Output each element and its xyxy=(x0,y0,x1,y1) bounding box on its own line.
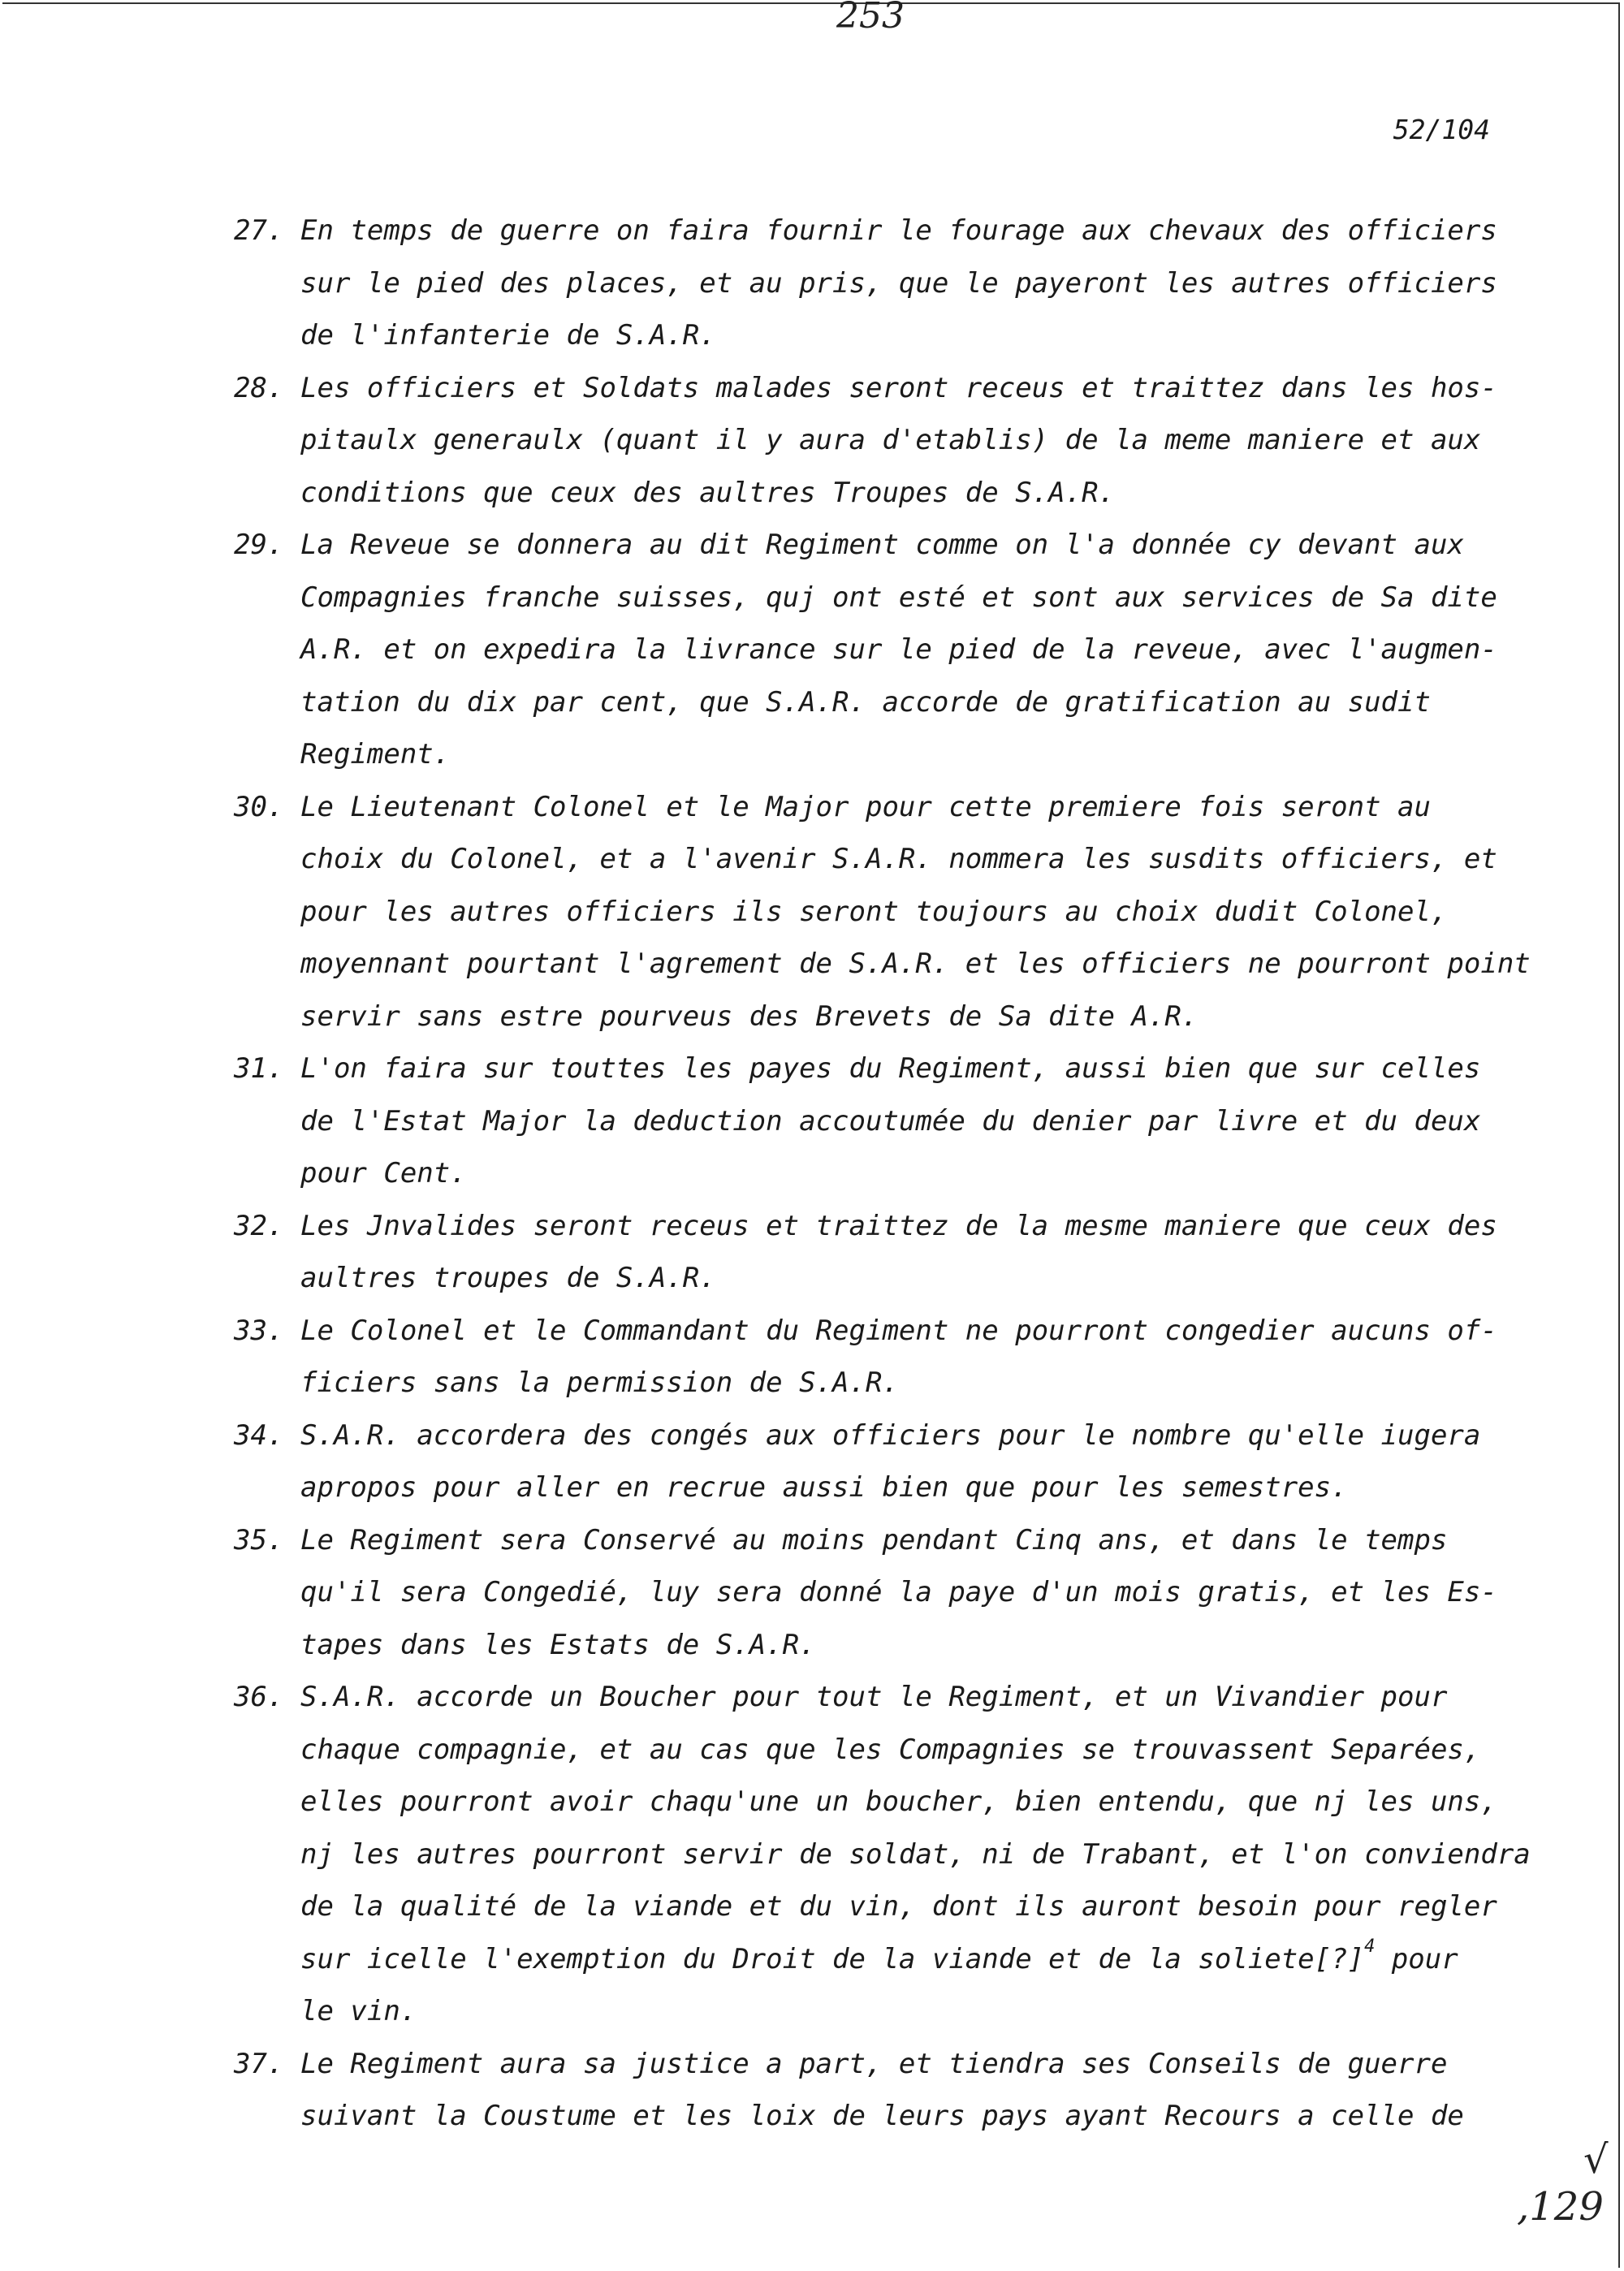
text-line: servir sans estre pourveus des Brevets de Sa dite A.R. xyxy=(300,999,1199,1033)
text-line: de la qualité de la viande et du vin, dont ils auront besoin pour regler xyxy=(300,1890,1497,1923)
footnote-marker: 4 xyxy=(1364,1936,1376,1957)
text-fragment: sur icelle l'exemption du Droit de la viande et de la soliete[?] xyxy=(300,1942,1365,1975)
article-number: 29. xyxy=(234,529,284,561)
article-35 xyxy=(234,1514,1525,1672)
text-line: Le Colonel et le Commandant du Regiment ne pourront congedier aucuns of- xyxy=(300,1314,1497,1347)
article-36 xyxy=(234,1671,1531,2038)
text-line: tation du dix par cent, que S.A.R. accorde de gratification au sudit xyxy=(300,685,1431,719)
text-line: ficiers sans la permission de S.A.R. xyxy=(300,1366,899,1399)
article-number: 35. xyxy=(234,1523,284,1556)
article-29 xyxy=(234,519,1525,781)
text-line: Le Regiment sera Conservé au moins pendant Cinq ans, et dans le temps xyxy=(300,1523,1448,1556)
text-line: choix du Colonel, et a l'avenir S.A.R. nommera les susdits officiers, et xyxy=(300,843,1497,875)
article-number: 34. xyxy=(234,1418,284,1452)
text-line: sur le pied des places, et au pris, que le payeront les autres officiers xyxy=(300,266,1497,300)
article-list xyxy=(234,205,1531,2143)
text-line: Regiment. xyxy=(300,738,451,771)
article-number: 28. xyxy=(234,371,284,404)
text-line: L'on faira sur touttes les payes du Regiment, aussi bien que sur celles xyxy=(300,1052,1481,1085)
handwritten-folio-number: ,129 xyxy=(1517,2184,1604,2230)
text-line: suivant la Coustume et les loix de leurs pays ayant Recours a celle de xyxy=(300,2100,1464,2132)
text-line: aultres troupes de S.A.R. xyxy=(300,1262,716,1294)
article-number: 32. xyxy=(234,1209,284,1242)
article-number: 27. xyxy=(234,214,284,247)
handwritten-check-mark: √ xyxy=(1583,2137,1609,2182)
text-line: de l'infanterie de S.A.R. xyxy=(300,319,716,352)
text-line: pour Cent. xyxy=(300,1157,467,1189)
text-line: En temps de guerre on faira fournir le fourage aux chevaux des officiers xyxy=(300,214,1497,247)
article-number: 30. xyxy=(234,790,284,823)
text-line: elles pourront avoir chaqu'une un boucher, bien entendu, que nj les uns, xyxy=(300,1785,1497,1818)
text-line: Les Jnvalides seront receus et traittez de la mesme maniere que ceux des xyxy=(300,1209,1497,1242)
text-line: S.A.R. accorde un Boucher pour tout le Regiment, et un Vivandier pour xyxy=(300,1681,1448,1713)
text-line: Le Lieutenant Colonel et le Major pour cette premiere fois seront au xyxy=(300,790,1431,823)
article-33 xyxy=(234,1305,1525,1410)
text-line: nj les autres pourront servir de soldat, ni de Trabant, et l'on conviendra xyxy=(300,1837,1531,1871)
text-line: chaque compagnie, et au cas que les Compagnies se trouvassent Separées, xyxy=(300,1733,1481,1766)
text-line: Le Regiment aura sa justice a part, et tiendra ses Conseils de guerre xyxy=(300,2047,1448,2080)
article-27 xyxy=(234,205,1525,362)
text-line: tapes dans les Estats de S.A.R. xyxy=(300,1628,816,1661)
text-line: pitaulx generaulx (quant il y aura d'etablis) de la meme maniere et aux xyxy=(300,424,1481,456)
text-line: qu'il sera Congedié, luy sera donné la paye d'un mois gratis, et les Es- xyxy=(300,1576,1497,1608)
page-number: 52/104 xyxy=(1393,114,1490,145)
text-line: pour les autres officiers ils seront toujours au choix dudit Colonel, xyxy=(300,895,1448,928)
text-line: A.R. et on expedira la livrance sur le pied de la reveue, avec l'augmen- xyxy=(300,633,1497,666)
article-37 xyxy=(234,2038,1525,2143)
text-line: apropos pour aller en recrue aussi bien que pour les semestres. xyxy=(300,1471,1348,1504)
text-line: Compagnies franche suisses, quj ont esté et sont aux services de Sa dite xyxy=(300,581,1497,614)
article-31 xyxy=(234,1043,1525,1200)
article-number: 33. xyxy=(234,1314,284,1347)
article-32 xyxy=(234,1200,1525,1305)
article-28 xyxy=(234,362,1525,520)
text-fragment: pour xyxy=(1375,1942,1458,1975)
article-34 xyxy=(234,1410,1525,1514)
text-line: moyennant pourtant l'agrement de S.A.R. et les officiers ne pourront point xyxy=(300,948,1531,980)
text-line: S.A.R. accordera des congés aux officiers pour le nombre qu'elle iugera xyxy=(300,1418,1481,1452)
article-number: 37. xyxy=(234,2047,284,2080)
text-line-with-footnote xyxy=(300,1933,1525,1986)
text-line: conditions que ceux des aultres Troupes de S.A.R. xyxy=(300,476,1116,509)
text-line: le vin. xyxy=(300,1995,417,2027)
article-number: 31. xyxy=(234,1052,284,1085)
text-line: La Reveue se donnera au dit Regiment comme on l'a donnée cy devant aux xyxy=(300,529,1464,561)
text-line: de l'Estat Major la deduction accoutumée du denier par livre et du deux xyxy=(300,1104,1481,1138)
text-line: Les officiers et Soldats malades seront receus et traittez dans les hos- xyxy=(300,371,1497,404)
article-number: 36. xyxy=(234,1681,284,1713)
handwritten-folio-mark: 253 xyxy=(836,0,905,37)
article-30 xyxy=(234,781,1531,1043)
